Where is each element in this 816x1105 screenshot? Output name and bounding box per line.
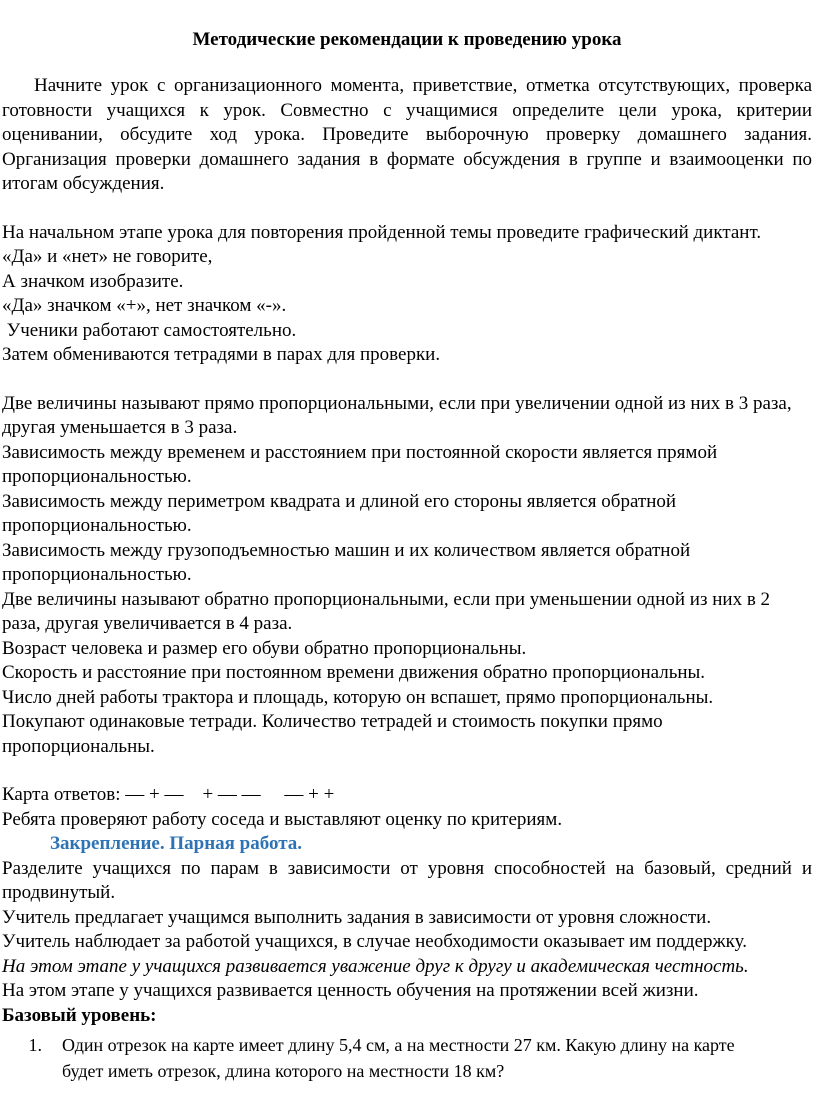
statement-6: Возраст человека и размер его обуви обратно пропорциональны. bbox=[2, 637, 527, 659]
values-italic-text: На этом этапе у учащихся развивается уважение друг к другу и академическая честность. bbox=[2, 955, 749, 977]
dictation-line: «Да» и «нет» не говорите, bbox=[2, 246, 213, 267]
statement-7: Скорость и расстояние при постоянном времени движения обратно пропорциональны. bbox=[2, 662, 706, 683]
task-text: Один отрезок на карте имеет длину 5,4 см, а на местности 27 км. Какую длину на карте будет иметь отрезок, длина которого на местности 18 км? bbox=[62, 1035, 735, 1081]
task-item bbox=[2, 1032, 812, 1084]
dictation-line: А значком изобразите. bbox=[2, 270, 184, 292]
dictation-line: Ученики работают самостоятельно. bbox=[2, 319, 297, 341]
statement-9: Покупают одинаковые тетради. Количество тетрадей и стоимость покупки прямо пропорциональны. bbox=[2, 711, 663, 757]
intro-paragraph: Начните урок с организационного момента, приветствие, отметка отсутствующих, проверка готовности учащихся к урок. Совместно с учащимися определите цели урока, критерии оценивании, обсудите ход урока. Проведите выборочную проверку домашнего задания. Организация проверки домашнего задания в формате обсуждения в группе и взаимооценки по итогам обсуждения. bbox=[2, 75, 812, 194]
dictation-intro: На начальном этапе урока для повторения пройденной темы проведите графический диктант. bbox=[2, 221, 762, 243]
page-title: Методические рекомендации к проведению урока bbox=[192, 29, 622, 50]
values-plain-text: На этом этапе у учащихся развивается ценность обучения на протяжении всей жизни. bbox=[2, 980, 699, 1001]
statement-2: Зависимость между временем и расстоянием при постоянной скорости является прямой пропорциональностью. bbox=[2, 441, 718, 487]
answer-card-answers: — + — + — — — + + bbox=[125, 784, 335, 805]
base-level-heading: Базовый уровень: bbox=[2, 1004, 157, 1026]
task-number: 1. bbox=[28, 1035, 42, 1055]
statement-4: Зависимость между грузоподъемностью машин и их количеством является обратной пропорциональностью. bbox=[2, 539, 691, 585]
teacher-offers-text: Учитель предлагает учащимся выполнить задания в зависимости от уровня сложности. bbox=[2, 906, 712, 928]
teacher-observes-text: Учитель наблюдает за работой учащихся, в случае необходимости оказывает им поддержку. bbox=[2, 931, 747, 952]
pairs-text: Разделите учащихся по парам в зависимости от уровня способностей на базовый, средний и продвинутый. bbox=[2, 857, 812, 903]
answer-card bbox=[2, 783, 812, 808]
dictation-line: Затем обмениваются тетрадями в парах для проверки. bbox=[2, 344, 441, 365]
statement-8: Число дней работы трактора и площадь, которую он вспашет, прямо пропорциональны. bbox=[2, 686, 714, 708]
statement-3: Зависимость между периметром квадрата и длиной его стороны является обратной пропорциональностью. bbox=[2, 490, 677, 536]
spacer bbox=[2, 759, 812, 783]
peer-check-text: Ребята проверяют работу соседа и выставляют оценку по критериям. bbox=[2, 808, 563, 830]
statement-1: Две величины называют прямо пропорциональными, если при увеличении одной из них в 3 раза, другая уменьшается в 3 раза. bbox=[2, 392, 792, 438]
answer-card-label: Карта ответов: bbox=[2, 784, 121, 805]
statement-5: Две величины называют обратно пропорциональными, если при уменьшении одной из них в 2 раза, другая увеличивается в 4 раза. bbox=[2, 588, 771, 634]
spacer bbox=[2, 197, 812, 221]
consolidation-heading: Закрепление. Парная работа. bbox=[50, 833, 303, 854]
dictation-line: «Да» значком «+», нет значком «-». bbox=[2, 295, 287, 316]
spacer bbox=[2, 368, 812, 392]
